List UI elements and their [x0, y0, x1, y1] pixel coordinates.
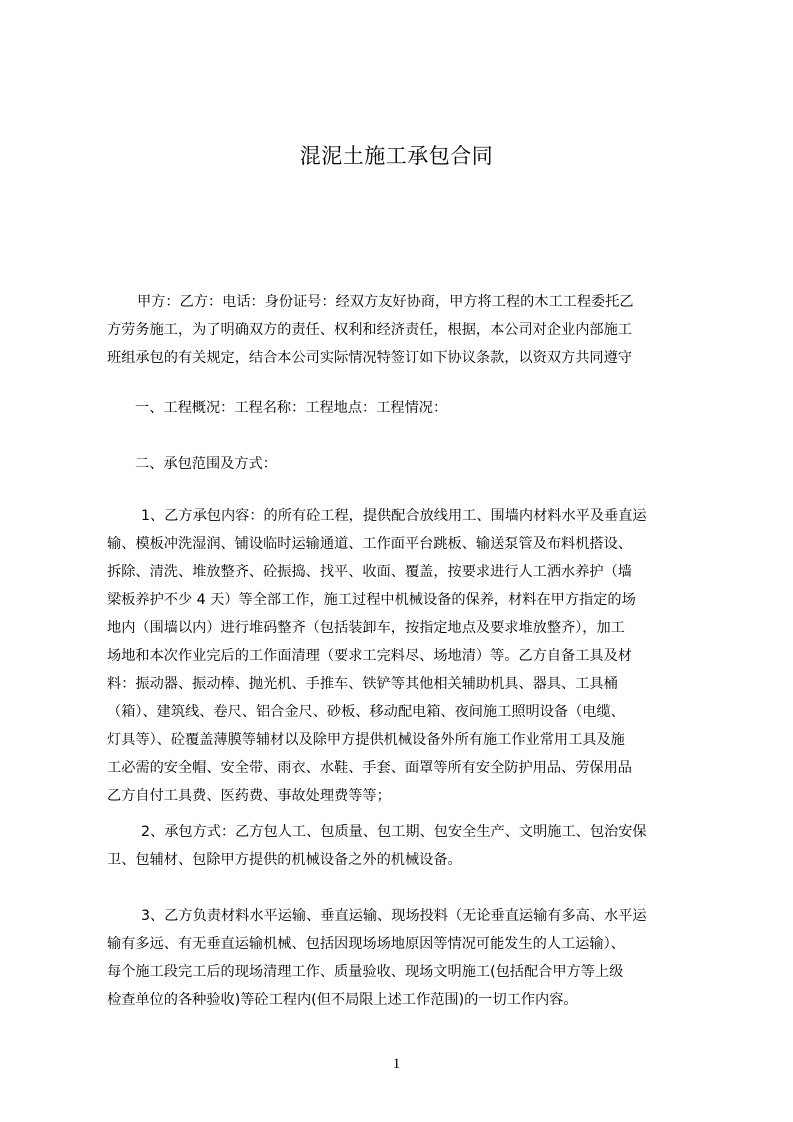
item-3-line: 检查单位的各种验收)等砼工程内(但不局限上述工作范围)的一切工作内容。: [107, 992, 578, 1008]
item-2-line: 卫、包辅材、包除甲方提供的机械设备之外的机械设备。: [107, 852, 462, 868]
section-2-text: 二、承包范围及方式：: [135, 456, 277, 472]
intro-line: 甲方：乙方：电话：身份证号：经双方友好协商，甲方将工程的木工工程委托乙: [137, 294, 634, 310]
item-1-line: 工必需的安全帽、安全带、雨衣、水鞋、手套、面罩等所有安全防护用品、劳保用品: [107, 760, 632, 776]
item-1-line: 料：振动器、振动棒、抛光机、手推车、铁铲等其他相关辅助机具、器具、工具桶: [107, 676, 618, 692]
item-1-line: 乙方自付工具费、医药费、事故处理费等等；: [107, 788, 391, 804]
section-1-text: 一、工程概况：工程名称：工程地点：工程情况：: [135, 400, 448, 416]
item-1-line: 地内（围墙以内）进行堆码整齐（包括装卸车，按指定地点及要求堆放整齐），加工: [107, 620, 625, 636]
item-1-paragraph: [107, 502, 715, 810]
item-1-line: 输、模板冲洗湿润、铺设临时运输通道、工作面平台跳板、输送泵管及布料机搭设、: [107, 536, 632, 552]
item-2-paragraph: [107, 818, 715, 874]
item-2-line: 2、承包方式：乙方包人工、包质量、包工期、包安全生产、文明施工、包治安保: [141, 824, 647, 840]
item-1-line: 拆除、清洗、堆放整齐、砼振捣、找平、收面、覆盖，按要求进行人工洒水养护（墙: [107, 564, 632, 580]
document-title: 混泥土施工承包合同: [299, 144, 494, 168]
page-number: 1: [392, 1056, 401, 1072]
item-3-line: 3、乙方负责材料水平运输、垂直运输、现场投料（无论垂直运输有多高、水平运: [141, 908, 647, 924]
intro-line: 班组承包的有关规定，结合本公司实际情况特签订如下协议条款，以资双方共同遵守: [107, 350, 632, 366]
item-3-line: 输有多远、有无垂直运输机械、包括因现场场地原因等情况可能发生的人工运输）、: [107, 936, 625, 952]
item-3-line: 每个施工段完工后的现场清理工作、质量验收、现场文明施工(包括配合甲方等上级: [107, 964, 624, 980]
item-1-line: 灯具等）、砼覆盖薄膜等辅材以及除甲方提供机械设备外所有施工作业常用工具及施: [107, 732, 625, 748]
item-1-line: 1、乙方承包内容：的所有砼工程，提供配合放线用工、围墙内材料水平及垂直运: [141, 508, 647, 524]
item-3-paragraph: [107, 902, 715, 1014]
intro-line: 方劳务施工，为了明确双方的责任、权利和经济责任，根据，本公司对企业内部施工: [107, 322, 632, 338]
item-1-line: 梁板养护不少 4 天）等全部工作，施工过程中机械设备的保养，材料在甲方指定的场: [107, 592, 636, 608]
item-1-line: 场地和本次作业完后的工作面清理（要求工完料尽、场地清）等。乙方自备工具及材: [107, 648, 632, 664]
section-heading-2: [107, 450, 715, 478]
section-heading-1: [107, 394, 715, 422]
item-1-line: （箱）、建筑线、卷尺、铝合金尺、砂板、移动配电箱、夜间施工照明设备（电缆、: [107, 704, 625, 720]
intro-paragraph: [107, 288, 715, 372]
